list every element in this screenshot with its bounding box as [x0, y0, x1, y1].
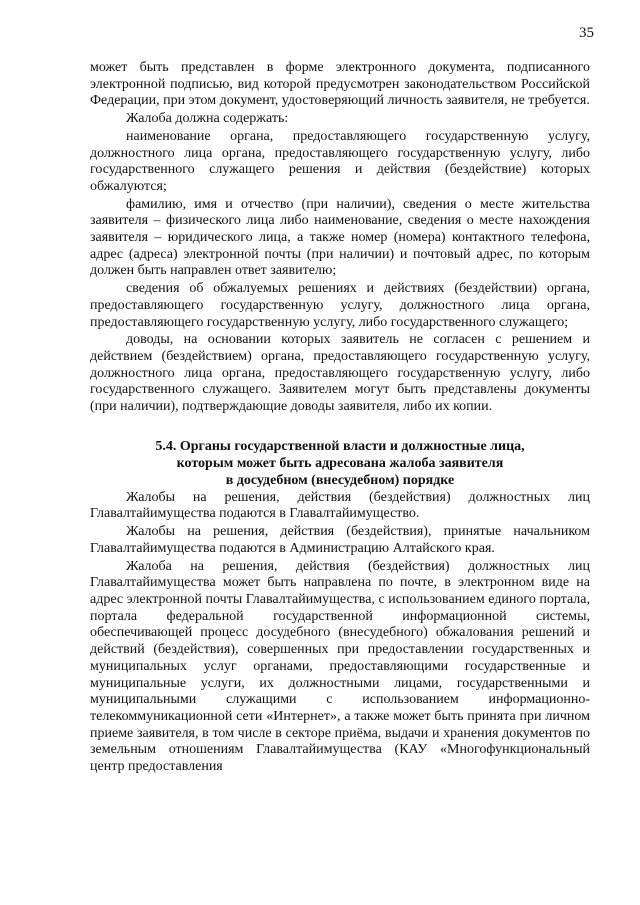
paragraph-list-item-arguments: доводы, на основании которых заявитель не согласен с решением и действием (бездействием) органа, предоставляющего государственную услугу, должностного лица органа, предоставляющего государственную услугу, либо государственного служащего. Заявителем могут быть представлены документы (при наличии), подтверждающие доводы заявителя, либо их копии.: [90, 332, 590, 415]
paragraph-continuation: может быть представлен в форме электронного документа, подписанного электронной подписью, вид которой предусмотрен законодательством Российской Федерации, при этом документ, удостоверяющий личность заявителя, не требуется.: [90, 60, 590, 109]
paragraph-complaint-channels: Жалоба на решения, действия (бездействия) должностных лиц Главалтайимущества может быть направлена по почте, в электронном виде на адрес электронной почты Главалтайимущества, с использованием единого портала, портала федеральной государственной информационной системы, обеспечивающей процесс досудебного (внесудебного) обжалования решений и действий (бездействия), совершенных при предоставлении государственных и муниципальных услуг органами, предоставляющими государственные и муниципальные услуги, их должностными лицами, государственными и муниципальными служащими с использованием информационно-телекоммуникационной сети «Интернет», а также может быть принята при личном приеме заявителя, в том числе в секторе приёма, выдачи и хранения документов по земельным отношениям Главалтайимущества (КАУ «Многофункциональный центр предоставления: [90, 558, 590, 775]
section-heading-line: которым может быть адресована жалоба заявителя: [176, 455, 504, 471]
section-heading-line: 5.4. Органы государственной власти и должностные лица,: [155, 438, 525, 454]
paragraph-complaint-contents: Жалоба должна содержать:: [126, 111, 289, 127]
document-body: [90, 60, 590, 776]
paragraph-list-item-applicant-details: фамилию, имя и отчество (при наличии), сведения о месте жительства заявителя – физического лица либо наименование, сведения о месте нахождения заявителя – юридического лица, а также номер (номера) контактного телефона, адрес (адреса) электронной почты (при наличии) и почтовый адрес, по которым должен быть направлен ответ заявителю;: [90, 196, 590, 279]
paragraph-complaints-officials: Жалобы на решения, действия (бездействия) должностных лиц Главалтайимущества подаются в Главалтайимущество.: [90, 489, 590, 522]
section-heading-line: в досудебном (внесудебном) порядке: [225, 472, 455, 488]
page-number: 35: [579, 25, 594, 41]
paragraph-list-item-organ-name: наименование органа, предоставляющего государственную услугу, должностного лица органа, предоставляющего государственную услугу, либо государственного служащего решения и действия (бездействие) которых обжалуются;: [90, 128, 590, 194]
paragraph-list-item-appealed-decisions: сведения об обжалуемых решениях и действиях (бездействии) органа, предоставляющего государственную услугу, должностного лица органа, предоставляющего государственную услугу, либо государственного служащего;: [90, 281, 590, 330]
section-heading: [90, 438, 590, 489]
paragraph-complaints-head: Жалобы на решения, действия (бездействия), принятые начальником Главалтайимущества подаются в Администрацию Алтайского края.: [90, 524, 590, 556]
